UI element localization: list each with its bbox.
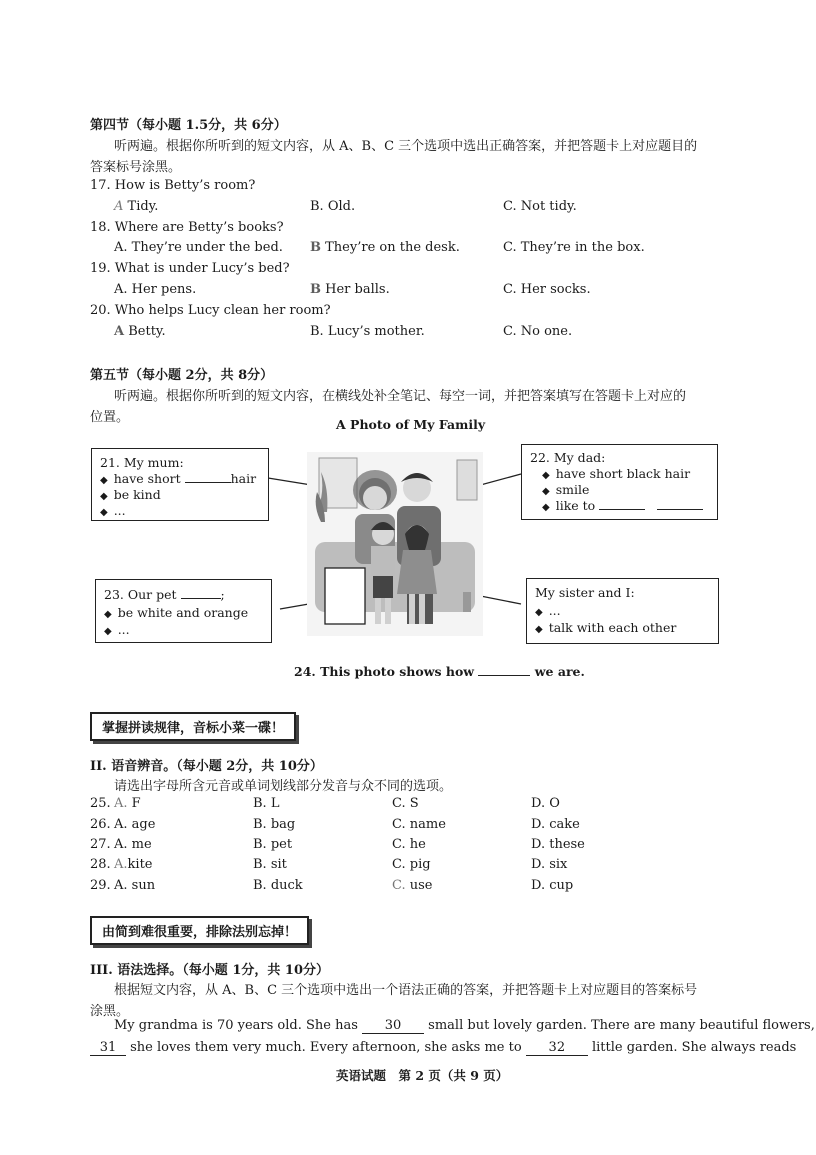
note-box-mum — [91, 448, 269, 521]
mum-heading: 21. My mum: — [100, 455, 184, 470]
note-box-sister — [526, 578, 719, 644]
option-17a[interactable]: A Tidy. — [114, 199, 159, 214]
page-footer: 英语试题 第 2 页（共 9 页） — [336, 1068, 509, 1083]
option-18c[interactable]: C. They’re in the box. — [503, 240, 645, 255]
option-18a[interactable]: A. They’re under the bed. — [114, 240, 283, 255]
q27-number: 27. — [90, 837, 111, 852]
option-29b[interactable]: B. duck — [253, 878, 303, 893]
option-26a[interactable]: A. age — [114, 817, 156, 832]
sister-line-2: ◆ talk with each other — [535, 620, 676, 635]
mum-line-1: ◆ have short hair — [100, 471, 256, 486]
option-25a[interactable]: A. F — [114, 796, 141, 811]
part3-instruction-2: 涂黑。 — [90, 1004, 130, 1019]
q26-number: 26. — [90, 817, 111, 832]
section4-instruction-2: 答案标号涂黑。 — [90, 160, 182, 175]
passage-line-1: My grandma is 70 years old. She has 30 small but lovely garden. There are many beautiful flowers, — [114, 1018, 815, 1033]
option-25b[interactable]: B. L — [253, 796, 280, 811]
note-box-dad — [521, 444, 718, 520]
mum-line-3: ◆ ... — [100, 503, 126, 518]
option-17b[interactable]: B. Old. — [310, 199, 356, 214]
dad-line-3: ◆ like to — [542, 498, 703, 513]
dad-heading: 22. My dad: — [530, 450, 606, 465]
option-29c[interactable]: C. use — [392, 878, 433, 893]
tip-banner-elimination: 由简到难很重要，排除法别忘掉！ — [90, 916, 309, 945]
option-27c[interactable]: C. he — [392, 837, 426, 852]
part3-instruction: 根据短文内容，从 A、B、C 三个选项中选出一个语法正确的答案，并把答题卡上对应题目的答案标号 — [114, 983, 698, 998]
option-25c[interactable]: C. S — [392, 796, 419, 811]
sister-heading: My sister and I: — [535, 585, 635, 600]
passage-line-2: 31 she loves them very much. Every afternoon, she asks me to 32 little garden. She always reads — [90, 1040, 796, 1056]
section5-instruction: 听两遍。根据你所听到的短文内容，在横线处补全笔记、每空一词，并把答案填写在答题卡上对应的 — [114, 389, 687, 404]
question-24: 24. This photo shows how we are. — [294, 664, 585, 679]
option-28a[interactable]: A.kite — [114, 857, 153, 872]
dad-line-2: ◆ smile — [542, 482, 589, 497]
option-27a[interactable]: A. me — [114, 837, 152, 852]
option-20b[interactable]: B. Lucy’s mother. — [310, 324, 425, 339]
section4-instruction: 听两遍。根据你所听到的短文内容，从 A、B、C 三个选项中选出正确答案，并把答题卡上对应题目的 — [114, 139, 698, 154]
diagram-title: A Photo of My Family — [336, 417, 486, 432]
question-20: 20. Who helps Lucy clean her room? — [90, 303, 331, 318]
option-27b[interactable]: B. pet — [253, 837, 293, 852]
blank-23[interactable] — [181, 598, 221, 599]
part2-title: II. 语音辨音。（每小题 2分，共 10分） — [90, 759, 323, 774]
q29-number: 29. — [90, 878, 111, 893]
option-26b[interactable]: B. bag — [253, 817, 296, 832]
option-28c[interactable]: C. pig — [392, 857, 431, 872]
blank-31[interactable]: 31 — [90, 1040, 126, 1056]
option-26d[interactable]: D. cake — [531, 817, 580, 832]
option-19c[interactable]: C. Her socks. — [503, 282, 591, 297]
note-box-pet — [95, 579, 272, 643]
question-17: 17. How is Betty’s room? — [90, 178, 256, 193]
option-29d[interactable]: D. cup — [531, 878, 574, 893]
option-28b[interactable]: B. sit — [253, 857, 287, 872]
mum-line-2: ◆ be kind — [100, 487, 161, 502]
blank-22a[interactable] — [599, 509, 645, 510]
option-20c[interactable]: C. No one. — [503, 324, 573, 339]
part3-title: III. 语法选择。（每小题 1分，共 10分） — [90, 963, 329, 978]
option-19b[interactable]: B Her balls. — [310, 282, 390, 297]
part2-instruction: 请选出字母所含元音或单词划线部分发音与众不同的选项。 — [114, 779, 453, 794]
section5-instruction-2: 位置。 — [90, 410, 130, 425]
option-18b[interactable]: B They’re on the desk. — [310, 240, 460, 255]
pet-line-2: ◆ ... — [104, 622, 130, 637]
option-28d[interactable]: D. six — [531, 857, 568, 872]
blank-22b[interactable] — [657, 509, 703, 510]
option-25d[interactable]: D. O — [531, 796, 560, 811]
question-18: 18. Where are Betty’s books? — [90, 220, 284, 235]
section5-title: 第五节（每小题 2分，共 8分） — [90, 368, 274, 383]
dad-line-1: ◆ have short black hair — [542, 466, 690, 481]
blank-21[interactable] — [185, 482, 231, 483]
pet-line-1: ◆ be white and orange — [104, 605, 248, 620]
tip-banner-phonics: 掌握拼读规律，音标小菜一碟！ — [90, 712, 296, 741]
sister-line-1: ◆ ... — [535, 603, 561, 618]
option-27d[interactable]: D. these — [531, 837, 585, 852]
option-19a[interactable]: A. Her pens. — [114, 282, 197, 297]
option-29a[interactable]: A. sun — [114, 878, 156, 893]
pet-heading: 23. Our pet ; — [104, 587, 225, 602]
family-photo-illustration — [307, 452, 483, 636]
option-20a[interactable]: A Betty. — [114, 324, 166, 339]
q28-number: 28. — [90, 857, 111, 872]
question-19: 19. What is under Lucy’s bed? — [90, 261, 290, 276]
blank-24[interactable] — [478, 675, 530, 676]
option-17c[interactable]: C. Not tidy. — [503, 199, 577, 214]
blank-32[interactable]: 32 — [526, 1040, 588, 1056]
option-26c[interactable]: C. name — [392, 817, 446, 832]
q25-number: 25. — [90, 796, 111, 811]
blank-30[interactable]: 30 — [362, 1018, 424, 1034]
section4-title: 第四节（每小题 1.5分，共 6分） — [90, 118, 287, 133]
